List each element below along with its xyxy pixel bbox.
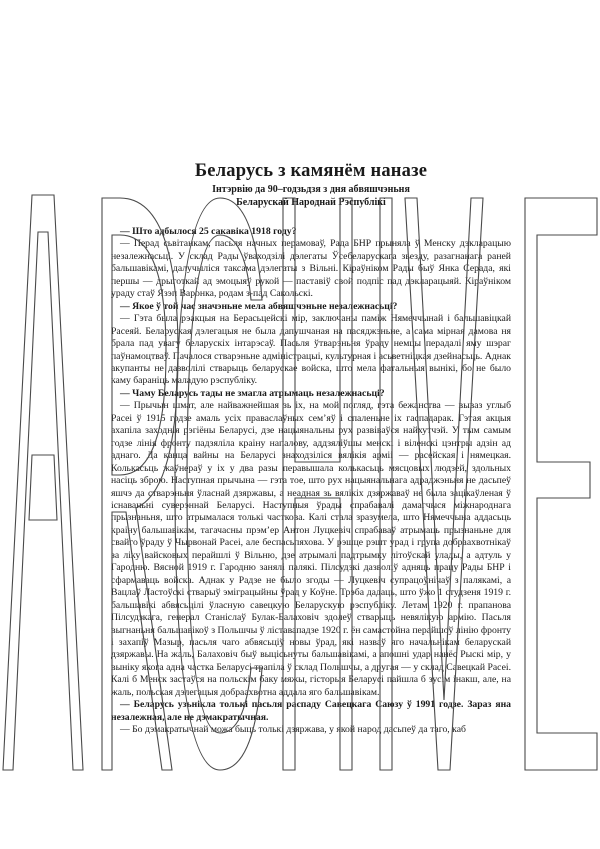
subtitle-line: Беларускай Народнай Рэспублікі <box>236 196 386 208</box>
watermark-letter-e <box>525 198 597 770</box>
interview-question: — Беларусь узьнікла толькі пасьля распаду Савецкага Саюзу ў 1991 годзе. Зараз яна незалежная, але не дэмакратычная. <box>111 699 511 723</box>
article-subtitle <box>111 184 511 209</box>
article-body <box>111 226 511 737</box>
article-title: Беларусь з камянём наназе <box>194 161 428 181</box>
article <box>111 160 511 737</box>
watermark-letter-a <box>3 195 83 770</box>
interview-answer: — Бо дэмакратычнай можа быць толькі дзяржава, у якой народ дасьпеў да таго, каб <box>120 724 466 736</box>
interview-question: — Што адбылося 25 сакавіка 1918 году? <box>120 226 297 237</box>
interview-answer: — Перад сьвітанкам, пасьля начных перамоваў, Рада БНР прыняла ў Менску дэкларацыю незалежнасьці. У склад Рады ўваходзілі дэлегаты Ўсебеларускага зьезду, разагнанага раней бальшавікамі, далучыліся таксама дэлегаты з Вільні. Кіраўніком Рады быў Янка Серада, які першы — дрыготкай ад эмоцыяў рукой — паставіў свой подпіс пад дэкларацыяй. Кіраўніком ураду стаў Язэп Варонка, родам з-пад Сакольскі. <box>111 238 511 300</box>
subtitle-line: Інтэрвію да 90–годзьдзя з дня абвяшчэньня <box>212 184 410 195</box>
interview-answer: — Прычын шмат, але найважнейшая зь іх, на мой погляд, гэта бежанства — вываз углыб Расеі ў 1915 годзе амаль усіх праваслаўных сем’яў і спаленьне іх гаспадарак. Гэтая акцыя ахапіла заходнія рэгіёны Беларусі, дзе нацыянальны рух развіваўся найхутчэй. У тым самым годзе лінія фронту падзяліла краіну напалову, аддзяліўшы менскі і віленскі цэнтры адзін ад аднаго. Да канца вайны на Беларусі знаходзіліся вялікія арміі — расейская і нямецкая. Колькасьць жаўнераў у іх у два разы перавышала колькасьць мясцовых людзей, здольных насіць зброю. Наступная прычына — гэта тое, што рух нацыянальнага адраджэньня не дасьпеў яшчэ да стварэньня ўласнай дзяржавы, а неадная зь вялікіх дзяржаваў не была зацікаўленая ў існаваньні суверэннай Беларусі. Наступныя ўрады спрабавалі дамагчыся міжнароднага прызнаньня, што атрымалася толькі часткова. Калі стала зразумела, што Нямеччына аддасьць краіну бальшавікам, тагачасны прэм’ер Антон Луцкевіч спрабаваў атрымаць прызнаньне для свайго ўраду ў Чырвонай Расеі, але беспасьпяхова. У рэшце рэшт урад і група добраахвотнікаў за ліку вайсковых перайшлі ў Вільню, дзе атрымалі падтрымку літоўскай улады, а адтуль у Гародню. Вясной 1919 г. Гародню занялі палякі. Пілсудзкі дазволіў адняць працу Рады БНР і сфармаваць войска. Аднак у Радзе не было згоды — Луцкевіч супрацоўнічаў з палякамі, а Вацлаў Ластоўскі стварыў эміграцыйны ўрад у Коўне. Трэба дадаць, што ўжо 1 студзеня 1919 г. бальшавікі абвясьцілі ўласную савецкую Беларускую рэспубліку. Летам 1920 г. прапанова Пілсудзкага, генерал Станіслаў Булак-Балаховіч здолеў стварыць невялікую армію. Пасьля выгнаньня бальшавікоў з Польшчы ў ліставападзе 1920 г. ён самастойна перайшоў лінію фронту і захапіў Мазыр, пасьля чаго абвясьціў новы ўрад, які назваў яго начальнікам беларускай дзяржавы. На жаль, Балаховіч быў выцісьнуты бальшавікамі, а апошні удар нанёс Рыскі мір, у выніку якога адна частка Беларусі трапіла ў склад Польшчы, а другая — у склад Савецкай Расеі. Калі б Менск застаўся на польскім баку мяжы, гісторыя Беларусі пайшла б зусім інакш, але, на жаль, польская дэлегацыя добраахвотна аддала яго бальшавікам. <box>111 400 511 698</box>
interview-answer: — Гэта была рэакцыя на Берасьцейскі мір, заключаны паміж Нямеччынай і бальшавіцкай Расеяй. Беларуская дэлегацыя не была дапушчаная на пасяджэньне, а сама мірная дамова ня брала пад увагу беларускіх інтарэсаў. Пасьля ўтварэньня ўраду немцы перадалі яму шэраг паўнамоцтваў. Пачалося стварэньне адміністрацыі, культурная і асьветніцкая дзейнасьць. Аднак акупанты не дазволілі стварыць беларускае войска, што мела фатальныя вынікі, бо не было каму бараніць маладую рэспубліку. <box>111 313 511 387</box>
interview-question: — Чаму Беларусь тады не змагла атрымаць незалежнасьці? <box>120 387 385 399</box>
interview-question: — Якое ў той час значэньне мела абвяшчэньне незалежнасьці? <box>120 300 398 312</box>
